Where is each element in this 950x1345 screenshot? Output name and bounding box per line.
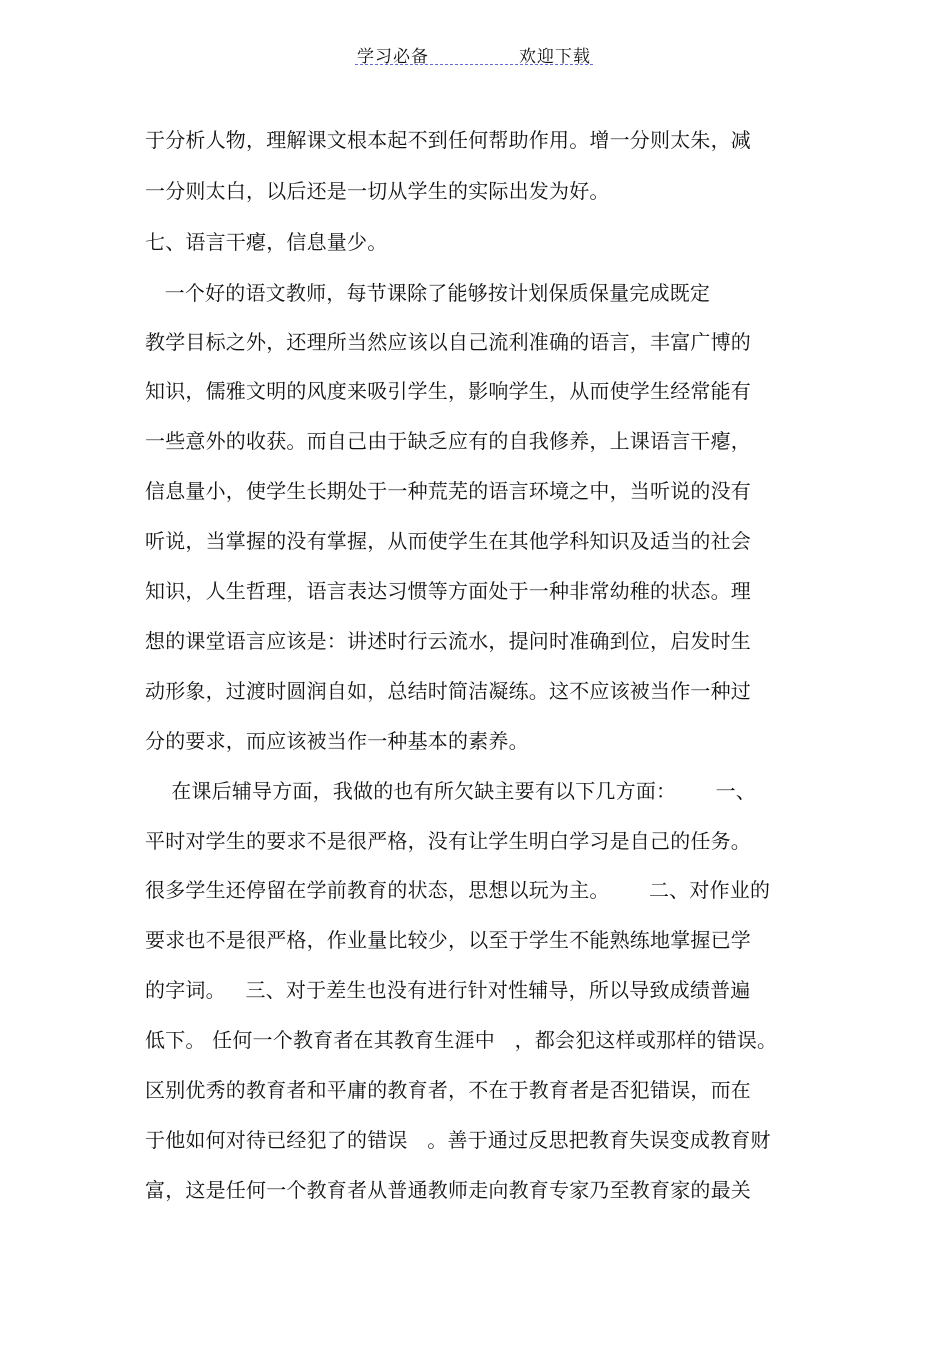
- text-line: 的字词。 三、对于差生也没有进行针对性辅导，所以导致成绩普遍: [145, 978, 751, 1002]
- text-line: 一些意外的收获。而自己由于缺乏应有的自我修养，上课语言干瘪，: [145, 429, 751, 453]
- text-line: 一分则太白，以后还是一切从学生的实际出发为好。: [145, 179, 610, 203]
- header-divider: [355, 64, 593, 65]
- text-line: 动形象，过渡时圆润自如，总结时简洁凝练。这不应该被当作一种过: [145, 679, 751, 703]
- text-line: 分的要求，而应该被当作一种基本的素养。: [145, 729, 529, 753]
- text-line: 于分析人物，理解课文根本起不到任何帮助作用。增一分则太朱，减: [145, 128, 751, 152]
- text-line: 区别优秀的教育者和平庸的教育者，不在于教育者是否犯错误，而在: [145, 1078, 751, 1102]
- text-line: 很多学生还停留在学前教育的状态，思想以玩为主。 二、对作业的: [145, 878, 771, 902]
- text-line: 于他如何对待已经犯了的错误 。善于通过反思把教育失误变成教育财: [145, 1128, 771, 1152]
- header-right-text: 欢迎下载: [519, 47, 591, 67]
- text-line: 听说，当掌握的没有掌握，从而使学生在其他学科知识及适当的社会: [145, 529, 751, 553]
- text-line: 想的课堂语言应该是：讲述时行云流水，提问时准确到位，启发时生: [145, 629, 751, 653]
- text-line: 富，这是任何一个教育者从普通教师走向教育专家乃至教育家的最关: [145, 1178, 751, 1202]
- text-line: 信息量小，使学生长期处于一种荒芜的语言环境之中，当听说的没有: [145, 479, 751, 503]
- text-line: 知识，儒雅文明的风度来吸引学生，影响学生，从而使学生经常能有: [145, 379, 751, 403]
- text-line: 知识，人生哲理，语言表达习惯等方面处于一种非常幼稚的状态。理: [145, 579, 751, 603]
- text-line: 要求也不是很严格，作业量比较少，以至于学生不能熟练地掌握已学: [145, 928, 751, 952]
- text-line: 一个好的语文教师，每节课除了能够按计划保质保量完成既定: [145, 281, 711, 305]
- section-heading: 七、语言干瘪，信息量少。: [145, 230, 388, 254]
- header-left-text: 学习必备: [357, 47, 429, 67]
- page-header: [0, 40, 950, 70]
- text-line: 平时对学生的要求不是很严格，没有让学生明白学习是自己的任务。: [145, 829, 751, 853]
- text-line: 在课后辅导方面，我做的也有所欠缺主要有以下几方面： 一、: [145, 779, 756, 803]
- text-line: 低下。 任何一个教育者在其教育生涯中 ，都会犯这样或那样的错误。: [145, 1028, 778, 1052]
- text-line: 教学目标之外，还理所当然应该以自己流利准确的语言，丰富广博的: [145, 330, 751, 354]
